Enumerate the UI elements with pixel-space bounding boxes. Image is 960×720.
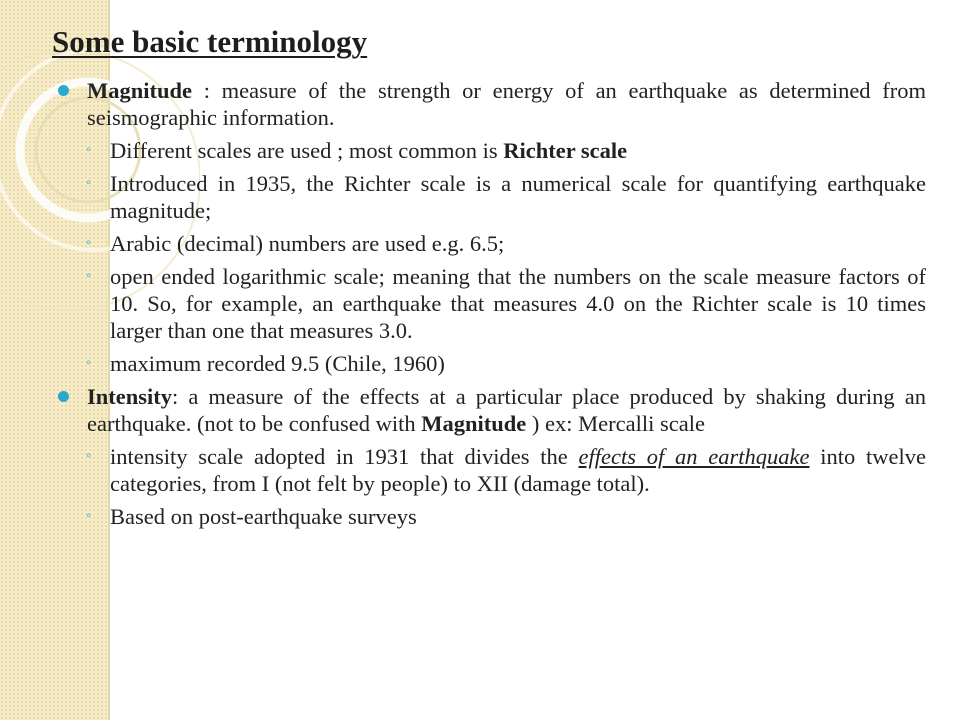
sub-bullet-introduced xyxy=(86,170,926,224)
scales-text: Different scales are used ; most common is xyxy=(110,138,504,163)
ring-bullet-icon: ◦ xyxy=(86,508,92,524)
ring-bullet-icon: ◦ xyxy=(86,175,92,191)
term-intensity: Intensity xyxy=(87,384,173,409)
bullet-intensity xyxy=(58,383,926,437)
sub-bullet-intensity-scale xyxy=(86,443,926,497)
bullet-dot-icon xyxy=(58,85,69,96)
introduced-text: Introduced in 1935, the Richter scale is a numerical scale for quantifying earthquake magnitude; xyxy=(110,171,926,223)
magnitude-definition: : measure of the strength or energy of an earthquake as determined from seismographic information. xyxy=(87,78,926,130)
term-magnitude: Magnitude xyxy=(87,78,193,103)
sub-bullet-surveys xyxy=(86,503,926,530)
slide-title: Some basic terminology xyxy=(52,24,368,59)
ring-bullet-icon: ◦ xyxy=(86,448,92,464)
sub-bullet-logarithmic xyxy=(86,263,926,344)
ring-bullet-icon: ◦ xyxy=(86,268,92,284)
sub-bullet-scales xyxy=(86,137,926,164)
intensity-definition: : a measure of the effects at a particular place produced by shaking during an earthquake. (not to be confused with xyxy=(87,384,926,436)
sub-bullet-maximum xyxy=(86,350,926,377)
ring-bullet-icon: ◦ xyxy=(86,235,92,251)
slide-content xyxy=(58,77,926,536)
intensity-definition-end: ) ex: Mercalli scale xyxy=(526,411,705,436)
sub-bullet-arabic xyxy=(86,230,926,257)
maximum-text: maximum recorded 9.5 (Chile, 1960) xyxy=(110,351,445,376)
bullet-magnitude xyxy=(58,77,926,131)
richter-scale-term: Richter scale xyxy=(503,138,628,163)
surveys-text: Based on post-earthquake surveys xyxy=(110,504,417,529)
bullet-dot-icon xyxy=(58,391,69,402)
arabic-text: Arabic (decimal) numbers are used e.g. 6.5; xyxy=(110,231,505,256)
ring-bullet-icon: ◦ xyxy=(86,355,92,371)
effects-of-earthquake-link[interactable]: effects of an earthquake xyxy=(578,444,810,469)
intensity-scale-text: intensity scale adopted in 1931 that divides the xyxy=(110,444,579,469)
ring-bullet-icon: ◦ xyxy=(86,142,92,158)
magnitude-reference: Magnitude xyxy=(421,411,527,436)
intensity-scale-text-end: into twelve categories, from I (not felt by people) to XII (damage total). xyxy=(110,444,926,496)
logarithmic-text: open ended logarithmic scale; meaning that the numbers on the scale measure factors of 10. So, for example, an earthquake that measures 4.0 on the Richter scale is 10 times larger than one that measures 3.0. xyxy=(110,264,926,343)
